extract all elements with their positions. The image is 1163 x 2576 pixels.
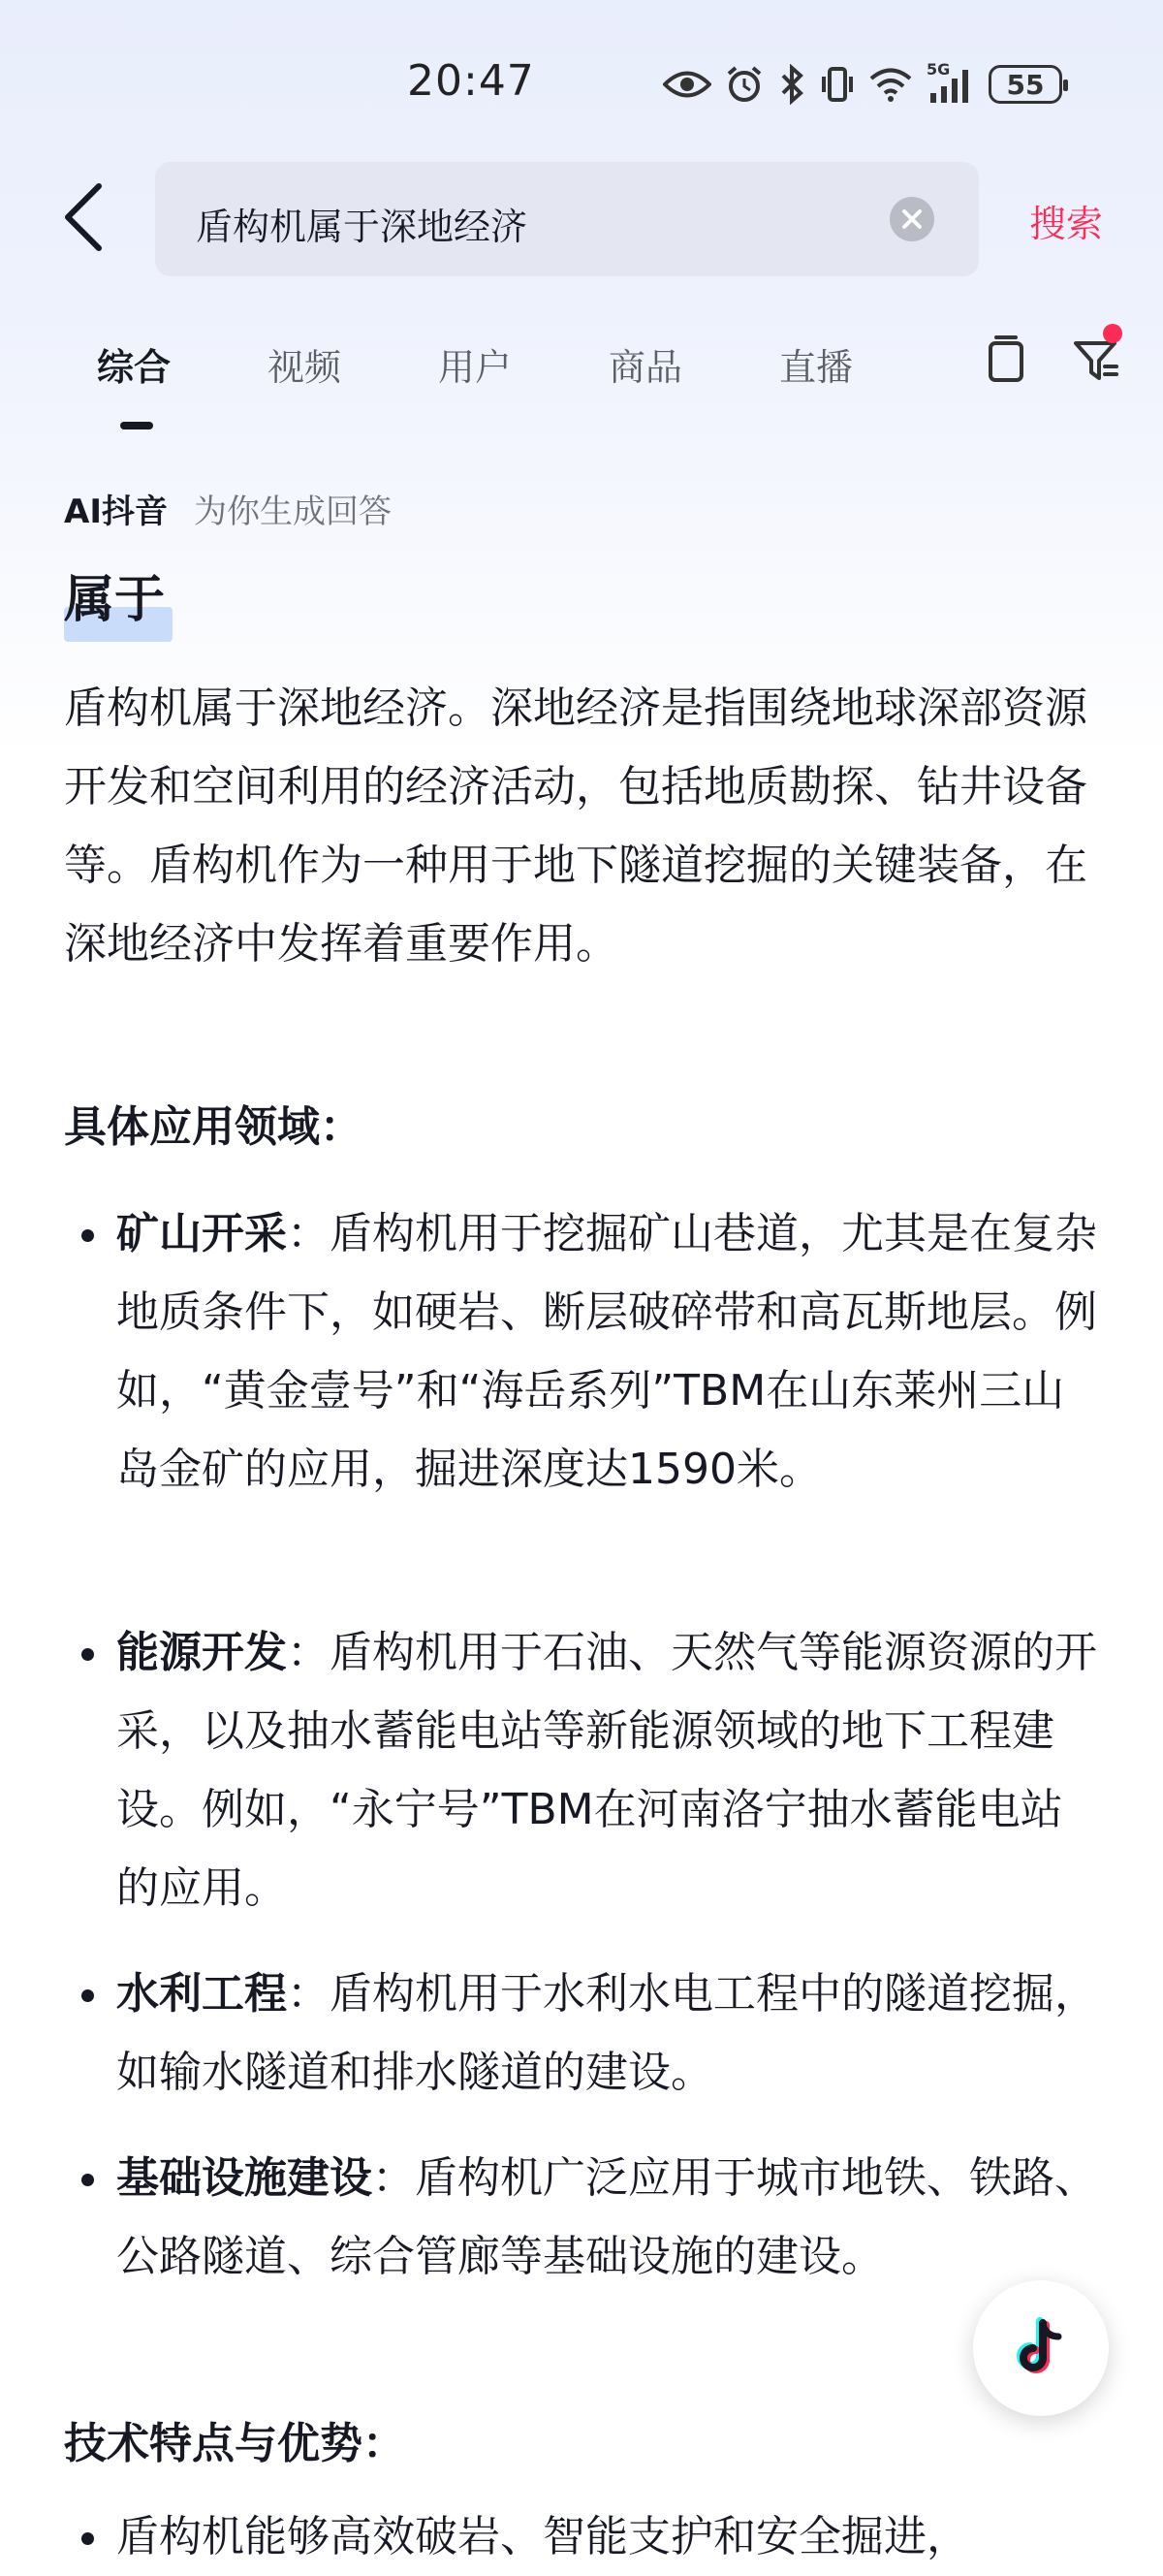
wifi-icon [868,66,913,103]
applications-list [64,2139,1101,2296]
tab-users[interactable]: 用户 [438,346,513,389]
answer-intro [64,669,1105,983]
battery-level: 55 [1006,68,1045,101]
network-label: 5G [927,60,951,79]
layers-button[interactable] [981,330,1031,388]
tab-live[interactable]: 直播 [779,346,854,389]
layers-icon [981,330,1031,388]
battery-indicator [989,65,1062,104]
features-list [64,2497,1101,2576]
section-title-applications: 具体应用领域： [64,1102,362,1152]
bullet-text: ：盾构机广泛应用于城市地铁、铁路、公路隧道、综合管廊等基础设施的建设。 [116,2153,1097,2281]
search-button[interactable]: 搜索 [1029,203,1104,245]
back-arrow-icon [56,180,114,254]
status-time: 20:47 [407,56,535,106]
bullet-term: 水利工程 [116,1969,287,2019]
ai-subtitle: 为你生成回答 [194,493,392,531]
clear-icon [900,207,924,231]
vibrate-icon [820,65,855,104]
applications-list [64,1194,1101,1509]
section-title-features: 技术特点与优势： [64,2419,405,2468]
ai-heading: 属于 [64,571,166,629]
applications-list [64,1613,1101,1927]
tab-all[interactable]: 综合 [97,346,172,389]
bullet-text: ：盾构机用于水利水电工程中的隧道挖掘，如输水隧道和排水隧道的建设。 [116,1969,1097,2097]
bluetooth-icon [777,64,806,105]
bullet-text: ：盾构机用于石油、天然气等能源资源的开采，以及抽水蓄能电站等新能源领域的地下工程建设。例如，“永宁号”TBM在河南洛宁抽水蓄能电站的应用。 [116,1628,1097,1913]
list-item [64,1613,1101,1927]
applications-list [64,1955,1101,2112]
bullet-term: 能源开发 [116,1628,287,1677]
clear-search-button[interactable] [890,197,934,241]
bullet-term: 矿山开采 [116,1209,287,1258]
ai-brand-label: AI抖音 [64,493,168,531]
douyin-floating-button[interactable] [973,2280,1109,2416]
bullet-term: 基础设施建设 [116,2153,372,2203]
status-icons [663,60,1062,109]
intro-paragraph: 盾构机属于深地经济。深地经济是指围绕地球深部资源开发和空间利用的经济活动，包括地质勘探、钻井设备等。盾构机作为一种用于地下隧道挖掘的关键装备，在深地经济中发挥着重要作用。 [64,684,1087,969]
list-item [64,1955,1101,2112]
search-query: 盾构机属于深地经济 [196,206,528,248]
ai-heading-block [64,558,165,631]
bullet-text: ：盾构机用于挖掘矿山巷道，尤其是在复杂地质条件下，如硬岩、断层破碎带和高瓦斯地层。例如，“黄金壹号”和“海岳系列”TBM在山东莱州三山岛金矿的应用，掘进深度达1590米。 [116,1209,1097,1494]
active-tab-indicator [120,422,153,429]
back-button[interactable] [56,180,114,254]
douyin-logo-icon [1008,2315,1074,2381]
signal-icon [927,60,975,105]
list-item [64,1194,1101,1509]
eye-icon [663,68,711,101]
tab-videos[interactable]: 视频 [267,346,342,389]
alarm-icon [725,65,764,104]
list-item: 盾构机能够高效破岩、智能支护和安全掘进， [64,2497,1101,2576]
list-item [64,2139,1101,2296]
search-input[interactable] [155,162,979,276]
tab-products[interactable]: 商品 [609,346,683,389]
notification-dot [1103,324,1122,343]
